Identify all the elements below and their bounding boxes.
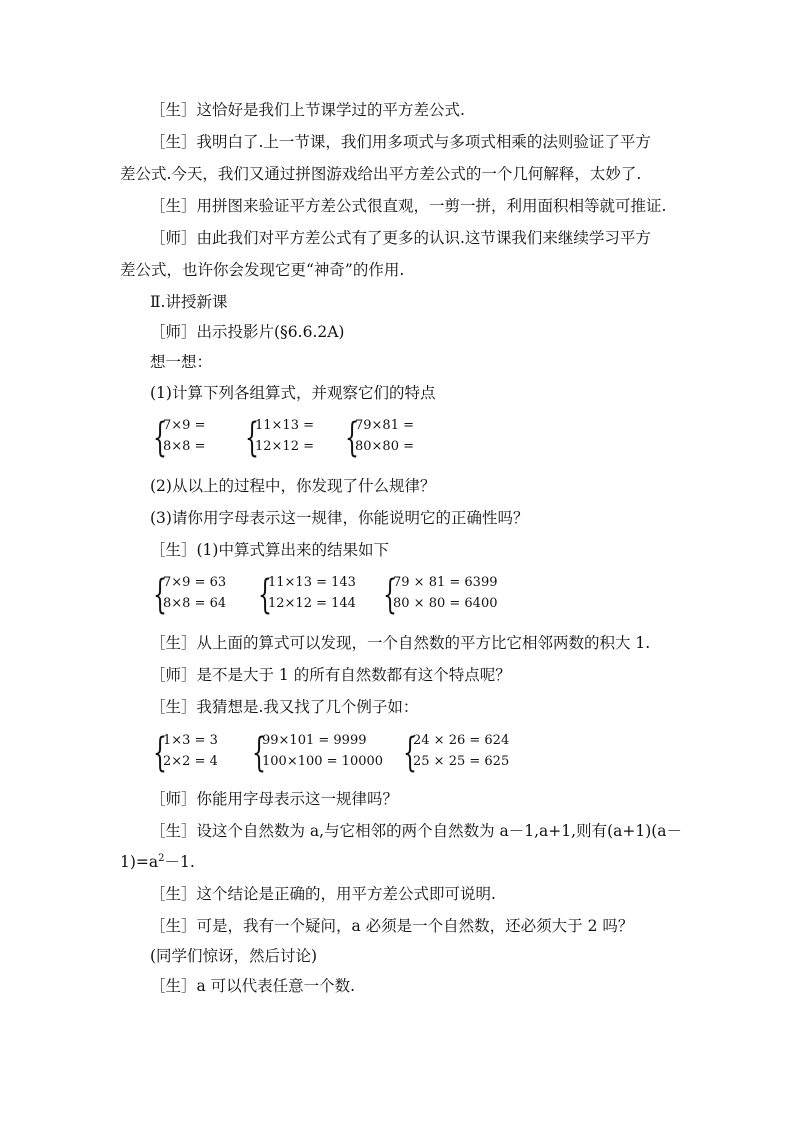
equation-row: 100×100 = 10000 [262,754,384,769]
brace-icon: { [153,572,167,618]
equation-row: 79×81 = [355,418,415,433]
equation-row: 7×9 = [163,418,206,433]
paragraph-17: ［生］这个结论是正确的，用平方差公式即可说明. [150,885,496,903]
equation-row: 80×80 = [355,439,415,454]
equation-row: 11×13 = 143 [268,575,356,590]
paragraph-14: ［生］我猜想是.我又找了几个例子如： [150,698,419,716]
equation-row: 2×2 = 4 [163,754,218,769]
equation-row: 11×13 = [255,418,315,433]
paragraph-10: (3)请你用字母表示这一规律，你能说明它的正确性吗？ [150,509,529,527]
brace-icon: { [258,572,272,618]
brace-icon: { [153,730,167,776]
brace-icon: { [245,415,259,461]
equation-row: 12×12 = [255,439,315,454]
equation-row: 24 × 26 = 624 [413,733,510,748]
brace-icon: { [383,572,397,618]
paragraph-4-line-2: 差公式，也许你会发现它更“神奇”的作用. [120,261,405,279]
equation-row: 1×3 = 3 [163,733,218,748]
paragraph-11: ［生］(1)中算式算出来的结果如下 [150,541,389,559]
paragraph-19: (同学们惊讶，然后讨论) [150,947,318,965]
paragraph-18: ［生］可是，我有一个疑问，a 必须是一个自然数，还必须大于 2 吗？ [150,917,634,935]
paragraph-8: (1)计算下列各组算式，并观察它们的特点 [150,384,436,402]
brace-icon: { [252,730,266,776]
equation-row: 8×8 = [163,439,206,454]
equation-row: 25 × 25 = 625 [413,754,510,769]
paragraph-13: ［师］是不是大于 1 的所有自然数都有这个特点呢？ [150,666,511,684]
equation-row: 79 × 81 = 6399 [393,575,498,590]
paragraph-7: 想一想： [150,353,213,371]
formula-text: 1)=a [120,853,159,871]
equation-row: 80 × 80 = 6400 [393,596,498,611]
equation-row: 12×12 = 144 [268,596,356,611]
paragraph-4-line-1: ［师］由此我们对平方差公式有了更多的认识.这节课我们来继续学习平方 [150,229,651,247]
equation-row: 99×101 = 9999 [262,733,367,748]
paragraph-16-line-2 [120,852,195,872]
equation-row: 7×9 = 63 [163,575,227,590]
section-heading: Ⅱ.讲授新课 [150,293,228,311]
paragraph-3: ［生］用拼图来验证平方差公式很直观，一剪一拼，利用面积相等就可推证. [150,197,667,215]
exponent: 2 [158,852,165,864]
paragraph-1: ［生］这恰好是我们上节课学过的平方差公式. [150,101,465,119]
paragraph-2-line-1: ［生］我明白了.上一节课，我们用多项式与多项式相乘的法则验证了平方 [150,133,651,151]
paragraph-15: ［师］你能用字母表示这一规律吗？ [150,790,399,808]
paragraph-2-line-2: 差公式.今天，我们又通过拼图游戏给出平方差公式的一个几何解释，太妙了. [120,165,642,183]
equation-row: 8×8 = 64 [163,596,227,611]
brace-icon: { [153,415,167,461]
brace-icon: { [345,415,359,461]
paragraph-16-line-1: ［生］设这个自然数为 a,与它相邻的两个自然数为 a－1,a+1,则有(a+1)(a－ [150,822,683,840]
paragraph-6: ［师］出示投影片(§6.6.2A) [150,323,345,341]
paragraph-12: ［生］从上面的算式可以发现，一个自然数的平方比它相邻两数的积大 1. [150,634,651,652]
brace-icon: { [403,730,417,776]
paragraph-9: (2)从以上的过程中，你发现了什么规律？ [150,477,436,495]
paragraph-20: ［生］a 可以代表任意一个数. [150,977,356,995]
formula-text: －1. [164,853,195,871]
